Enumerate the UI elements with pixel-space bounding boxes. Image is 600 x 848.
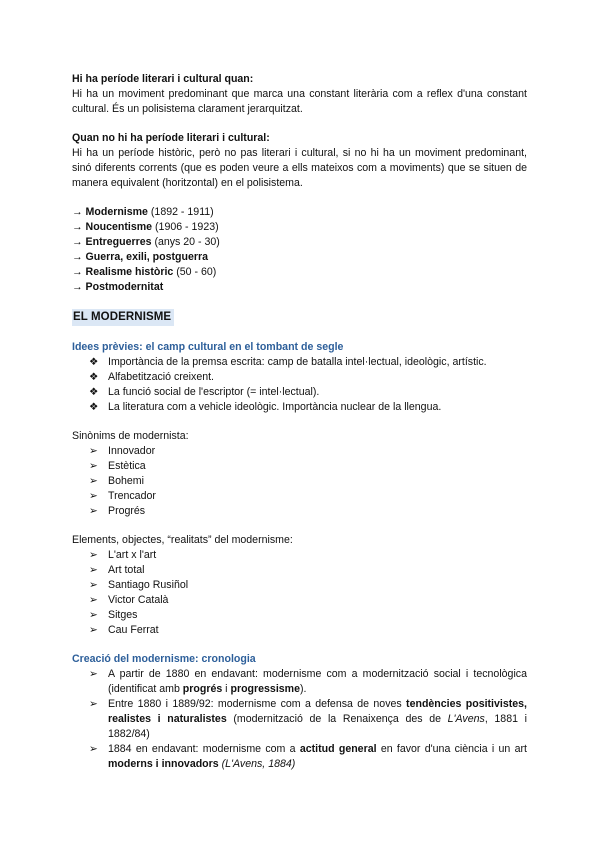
era-name: Realisme històric: [85, 266, 174, 278]
list-item: [72, 563, 527, 578]
list-item: [72, 474, 527, 489]
arrowhead-bullet-icon: ➢: [89, 609, 98, 621]
list-item-text: Alfabetització creixent.: [108, 371, 214, 383]
list-item: [72, 355, 527, 370]
era-dates: (anys 20 - 30): [151, 236, 220, 248]
arrow-icon: →: [72, 266, 83, 278]
era-name: Entreguerres: [85, 236, 152, 248]
eras-list: [72, 205, 527, 295]
list-item-text: La funció social de l'escriptor (= intel·lectual).: [108, 386, 320, 398]
list-item: [72, 608, 527, 623]
section-heading-periode: Hi ha període literari i cultural quan:: [72, 73, 254, 85]
idees-list: [72, 355, 527, 415]
list-item: [72, 370, 527, 385]
text-run: A partir de 1880 en endavant: modernisme com a modernització social i tecnològica (identificat amb: [108, 668, 527, 695]
era-dates: (1906 - 1923): [152, 221, 219, 233]
list-item-text: La literatura com a vehicle ideològic. Importància nuclear de la llengua.: [108, 401, 442, 413]
diamond-bullet-icon: ❖: [89, 371, 99, 383]
text-run-bold: tendències positivistes, realistes i naturalistes: [108, 698, 527, 725]
list-item: [72, 697, 527, 742]
list-item: [72, 623, 527, 638]
text-run-bold: progrés: [182, 683, 223, 695]
idees-heading: Idees prèvies: el camp cultural en el tombant de segle: [72, 341, 344, 353]
list-item-text: Santiago Rusiñol: [108, 579, 189, 591]
text-run-bold: moderns i innovadors: [108, 758, 219, 770]
list-item-text: L'art x l'art: [108, 549, 157, 561]
list-item: [72, 459, 527, 474]
list-item-text: Bohemi: [108, 475, 144, 487]
list-item-text: Innovador: [108, 445, 156, 457]
list-item: [72, 667, 527, 697]
era-dates: (50 - 60): [173, 266, 217, 278]
text-run: en favor d'una ciència i un art: [376, 743, 527, 755]
arrowhead-bullet-icon: ➢: [89, 505, 98, 517]
arrow-icon: →: [72, 281, 83, 293]
text-run-italic: L'Avens: [447, 713, 485, 725]
list-item: [72, 578, 527, 593]
list-item-text: Cau Ferrat: [108, 624, 159, 636]
diamond-bullet-icon: ❖: [89, 401, 99, 413]
text-run: (modernització de la Renaixença des de: [226, 713, 448, 725]
arrowhead-bullet-icon: ➢: [89, 743, 98, 755]
paragraph-no-periode: Hi ha un període històric, però no pas literari i cultural, si no hi ha un moviment predominant, sinó diferents corrents (que es poden veure a ells mateixos com a moviments) que se situen de manera equivalent (horitzontal) en el polisistema.: [72, 147, 527, 189]
arrowhead-bullet-icon: ➢: [89, 579, 98, 591]
arrowhead-bullet-icon: ➢: [89, 460, 98, 472]
diamond-bullet-icon: ❖: [89, 356, 99, 368]
list-item-text: Progrés: [108, 505, 146, 517]
arrow-icon: →: [72, 221, 83, 233]
elements-label: Elements, objectes, “realitats” del modernisme:: [72, 534, 293, 546]
arrow-icon: →: [72, 236, 83, 248]
text-run: , 1881 i 1882/84): [108, 713, 527, 740]
list-item: [72, 385, 527, 400]
document-page: [72, 72, 527, 772]
elements-list: [72, 548, 527, 638]
text-run: i: [222, 683, 231, 695]
list-item-text: Victor Català: [108, 594, 169, 606]
arrowhead-bullet-icon: ➢: [89, 668, 98, 680]
era-dates: (1892 - 1911): [147, 206, 214, 218]
era-item: [72, 280, 527, 295]
arrowhead-bullet-icon: ➢: [89, 475, 98, 487]
arrowhead-bullet-icon: ➢: [89, 698, 98, 710]
list-item-text: Trencador: [108, 490, 156, 502]
arrow-icon: →: [72, 206, 83, 218]
era-item: [72, 205, 527, 220]
text-run-italic: (L'Avens, 1884): [218, 758, 296, 770]
list-item: [72, 504, 527, 519]
list-item-text: Art total: [108, 564, 145, 576]
arrow-icon: →: [72, 251, 83, 263]
diamond-bullet-icon: ❖: [89, 386, 99, 398]
list-item: [72, 593, 527, 608]
era-item: [72, 220, 527, 235]
arrowhead-bullet-icon: ➢: [89, 594, 98, 606]
text-run-bold: actitud general: [299, 743, 377, 755]
cronologia-heading: Creació del modernisme: cronologia: [72, 653, 256, 665]
arrowhead-bullet-icon: ➢: [89, 624, 98, 636]
list-item: [72, 444, 527, 459]
text-run: Entre 1880 i 1889/92: modernisme com a defensa de noves: [108, 698, 407, 710]
list-item-text: Estètica: [108, 460, 146, 472]
era-item: [72, 250, 527, 265]
modernisme-title: EL MODERNISME: [72, 309, 174, 326]
era-name: Postmodernitat: [85, 281, 164, 293]
arrowhead-bullet-icon: ➢: [89, 564, 98, 576]
era-item: [72, 235, 527, 250]
cronologia-list: [72, 667, 527, 772]
list-item: [72, 548, 527, 563]
list-item: [72, 489, 527, 504]
era-item: [72, 265, 527, 280]
list-item: [72, 742, 527, 772]
text-run-bold: progressisme: [230, 683, 300, 695]
text-run: ).: [299, 683, 307, 695]
arrowhead-bullet-icon: ➢: [89, 549, 98, 561]
modernisme-title-row: [72, 309, 527, 326]
text-run: 1884 en endavant: modernisme com a: [108, 743, 300, 755]
paragraph-periode: Hi ha un moviment predominant que marca una constant literària com a reflex d'una constant cultural. És un polisistema clarament jerarquitzat.: [72, 88, 527, 115]
era-name: Modernisme: [85, 206, 148, 218]
sinonims-label: Sinònims de modernista:: [72, 430, 189, 442]
section-heading-no-periode: Quan no hi ha període literari i cultural:: [72, 132, 270, 144]
sinonims-list: [72, 444, 527, 519]
list-item-text: Importància de la premsa escrita: camp de batalla intel·lectual, ideològic, artístic.: [108, 356, 487, 368]
era-name: Guerra, exili, postguerra: [85, 251, 209, 263]
list-item: [72, 400, 527, 415]
arrowhead-bullet-icon: ➢: [89, 445, 98, 457]
era-name: Noucentisme: [85, 221, 153, 233]
arrowhead-bullet-icon: ➢: [89, 490, 98, 502]
list-item-text: Sitges: [108, 609, 138, 621]
